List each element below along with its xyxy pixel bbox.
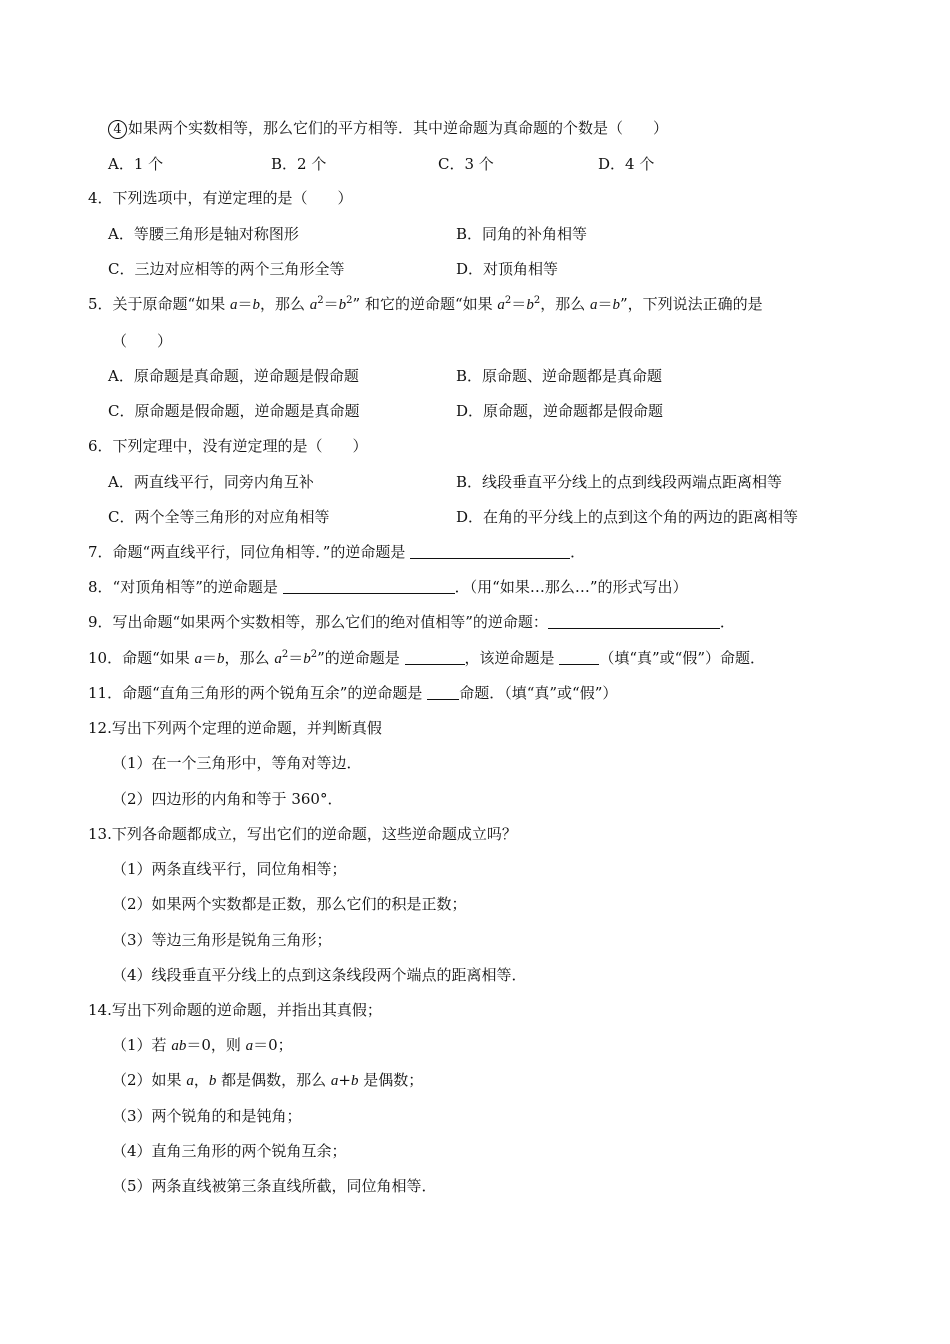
q13-stem: 13.下列各命题都成立，写出它们的逆命题，这些逆命题成立吗？ [88,825,517,843]
q13-item-2: （2）如果两个实数都是正数，那么它们的积是正数； [112,895,467,913]
q12-item-2: （2）四边形的内角和等于 360°． [112,790,343,808]
q3-option-c: C．3 个 [438,155,494,173]
q5-option-b: B．原命题、逆命题都是真命题 [456,367,663,385]
q8-question: 8．“对顶角相等”的逆命题是 ．（用“如果…那么…”的形式写出） [88,578,688,596]
q14-item-2: （2）如果 a，b 都是偶数，那么 a+b 是偶数； [112,1071,424,1089]
q10-answer-blank-2[interactable] [559,650,599,665]
q11-question: 11．命题“直角三角形的两个锐角互余”的逆命题是 命题．（填“真”或“假”） [88,684,618,702]
q12-stem: 12.写出下列两个定理的逆命题，并判断真假 [88,719,382,737]
q3-option-b: B．2 个 [271,155,327,173]
q13-item-1: （1）两条直线平行，同位角相等； [112,860,347,878]
q6-option-c: C．两个全等三角形的对应角相等 [108,508,330,526]
q9-answer-blank[interactable] [548,614,720,629]
q13-item-3: （3）等边三角形是锐角三角形； [112,931,332,949]
q5-option-c: C．原命题是假命题，逆命题是真命题 [108,402,360,420]
q8-answer-blank[interactable] [283,579,455,594]
q7-answer-blank[interactable] [410,544,570,559]
q14-stem: 14.写出下列命题的逆命题，并指出其真假； [88,1001,382,1019]
q4-option-d: D．对顶角相等 [456,260,559,278]
q4-option-b: B．同角的补角相等 [456,225,588,243]
q5-answer-paren: （ ） [112,332,173,350]
q5-option-a: A．原命题是真命题，逆命题是假命题 [108,367,359,385]
q10-question: 10．命题“如果 a＝b，那么 $a^2=b^2$”的逆命题是 ，该逆命题是 （填“真”或“假”）命题． [88,649,765,667]
q7-question: 7．命题“两直线平行，同位角相等．”的逆命题是 ． [88,543,586,561]
q6-option-a: A．两直线平行，同旁内角互补 [108,473,314,491]
q10-answer-blank-1[interactable] [405,650,465,665]
q14-item-3: （3）两个锐角的和是钝角； [112,1107,302,1125]
q14-item-4: （4）直角三角形的两个锐角互余； [112,1142,347,1160]
q4-stem: 4．下列选项中，有逆定理的是（ ） [88,189,353,207]
q6-option-d: D．在角的平分线上的点到这个角的两边的距离相等 [456,508,799,526]
q3-option-d: D．4 个 [598,155,655,173]
q11-answer-blank[interactable] [427,685,459,700]
q9-question: 9．写出命题“如果两个实数相等，那么它们的绝对值相等”的逆命题： ． [88,613,735,631]
q3-item-4: 4 如果两个实数相等，那么它们的平方相等．其中逆命题为真命题的个数是（ ） [108,118,668,139]
circled-number-4: 4 [108,120,127,139]
q3-option-a: A．1 个 [108,155,164,173]
q14-item-5: （5）两条直线被第三条直线所截，同位角相等． [112,1177,437,1195]
q12-item-1: （1）在一个三角形中，等角对等边． [112,754,362,772]
q5-stem: 5．关于原命题“如果 a＝b，那么 $a^2=b^2$” 和它的逆命题“如果 $a^2=b^2$，那么 a＝b”，下列说法正确的是 [88,295,763,313]
q4-option-c: C．三边对应相等的两个三角形全等 [108,260,345,278]
q14-item-1: （1）若 ab＝0，则 a＝0； [112,1036,293,1054]
q6-stem: 6．下列定理中，没有逆定理的是（ ） [88,437,368,455]
q13-item-4: （4）线段垂直平分线上的点到这条线段两个端点的距离相等． [112,966,527,984]
q6-option-b: B．线段垂直平分线上的点到线段两端点距离相等 [456,473,783,491]
q4-option-a: A．等腰三角形是轴对称图形 [108,225,299,243]
q5-option-d: D．原命题，逆命题都是假命题 [456,402,664,420]
